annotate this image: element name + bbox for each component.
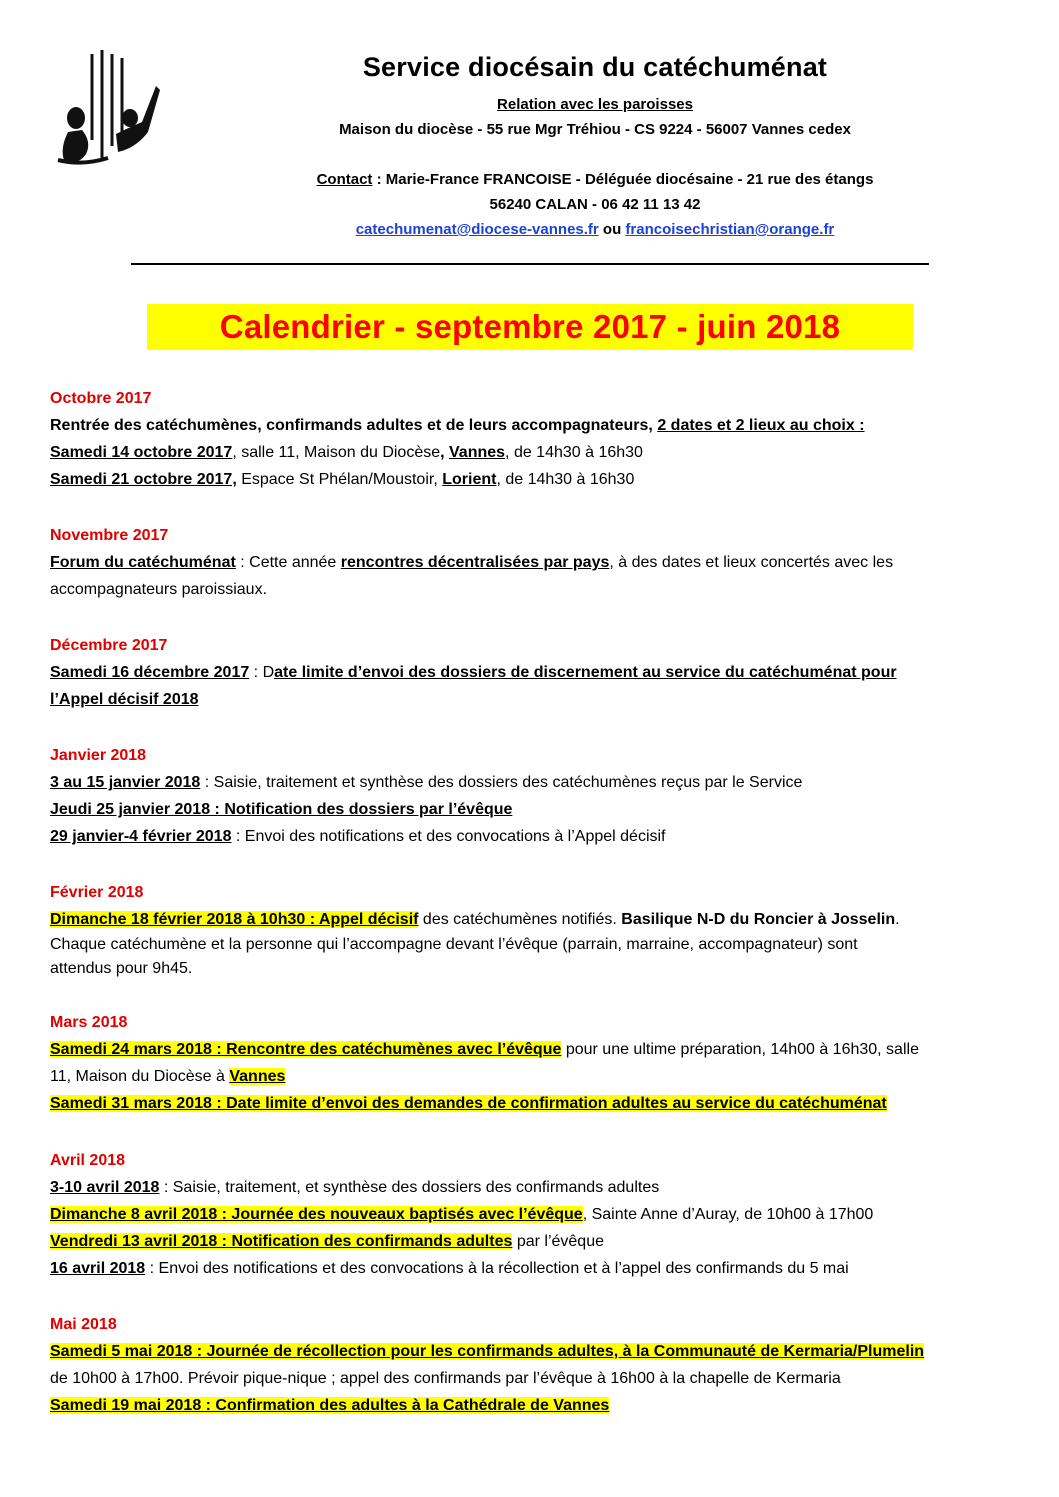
header-divider <box>131 263 929 265</box>
email-line <box>195 221 995 238</box>
oct-intro: Rentrée des catéchumènes, confirmands adultes et de leurs accompagnateurs, <box>50 417 658 434</box>
oct-date-2: Samedi 21 octobre 2017, <box>50 471 237 488</box>
apr-text: , Sainte Anne d’Auray, de 10h00 à 17h00 <box>582 1206 874 1223</box>
feb-line-3: attendus pour 9h45. <box>50 960 193 977</box>
month-heading: Avril 2018 <box>50 1152 126 1169</box>
may-line-2: de 10h00 à 17h00. Prévoir pique-nique ; appel des confirmands par l’évêque à 16h00 à la chapelle de Kermaria <box>50 1370 841 1387</box>
may-line-1 <box>50 1338 1010 1365</box>
dec-line-1 <box>50 659 1010 686</box>
dec-deadline: ate limite d’envoi des dossiers de discernement au service du catéchuménat pour <box>274 664 897 681</box>
section-mai <box>50 1311 1010 1419</box>
contact-line <box>195 171 995 188</box>
address-line: Maison du diocèse - 55 rue Mgr Tréhiou - CS 9224 - 56007 Vannes cedex <box>339 121 851 138</box>
relation-subtitle: Relation avec les paroisses <box>497 96 693 113</box>
jan-text: : Envoi des notifications et des convocations à l’Appel décisif <box>231 828 666 845</box>
jan-notification: Jeudi 25 janvier 2018 : Notification des dossiers par l’évêque <box>50 801 513 818</box>
feb-text: des catéchumènes notifiés. <box>418 911 622 928</box>
dec-text: : D <box>249 664 275 681</box>
email-separator: ou <box>598 221 626 238</box>
oct-date-1: Samedi 14 octobre 2017 <box>50 444 233 461</box>
nov-line-1 <box>50 549 1010 576</box>
oct-place-2: Lorient <box>442 471 497 488</box>
apr-line-2 <box>50 1201 1010 1228</box>
nov-meetings: rencontres décentralisées par pays <box>340 554 610 571</box>
diocese-logo <box>52 48 164 180</box>
mar-deadline: Samedi 31 mars 2018 : Date limite d’envoi des demandes de confirmation adultes au service du catéchuménat <box>50 1095 887 1112</box>
section-novembre <box>50 522 1010 603</box>
nov-line-2: accompagnateurs paroissiaux. <box>50 581 268 598</box>
apr-date: 3-10 avril 2018 <box>50 1179 160 1196</box>
jan-date: 29 janvier-4 février 2018 <box>50 828 232 845</box>
oct-line-3 <box>50 466 1010 493</box>
apr-baptises: Dimanche 8 avril 2018 : Journée des nouveaux baptisés avec l’évêque <box>50 1206 583 1223</box>
month-heading: Février 2018 <box>50 884 144 901</box>
mar-place: Vannes <box>229 1068 286 1085</box>
email-link-1[interactable]: catechumenat@diocese-vannes.fr <box>355 221 599 238</box>
email-link-2[interactable]: francoisechristian@orange.fr <box>625 221 835 238</box>
month-heading: Octobre 2017 <box>50 390 152 407</box>
apr-line-1 <box>50 1174 1010 1201</box>
jan-line-2 <box>50 796 1010 823</box>
section-fevrier <box>50 879 1010 981</box>
mar-text: pour une ultime préparation, 14h00 à 16h30, salle <box>561 1041 919 1058</box>
may-confirmation: Samedi 19 mai 2018 : Confirmation des adultes à la Cathédrale de Vannes <box>50 1397 610 1414</box>
month-heading: Mars 2018 <box>50 1014 128 1031</box>
dec-appel: l’Appel décisif 2018 <box>50 691 199 708</box>
oct-text: Espace St Phélan/Moustoir, <box>236 471 443 488</box>
oct-time: , de 14h30 à 16h30 <box>496 471 635 488</box>
section-decembre <box>50 632 1010 713</box>
feb-place: Basilique N-D du Roncier à Josselin <box>621 911 896 928</box>
jan-line-1 <box>50 769 1010 796</box>
service-title: Service diocésain du catéchuménat <box>362 52 828 82</box>
section-octobre <box>50 385 1010 493</box>
feb-line-1 <box>50 906 1010 933</box>
apr-line-3 <box>50 1228 1010 1255</box>
contact-label: Contact <box>316 171 373 188</box>
apr-line-4 <box>50 1255 1010 1282</box>
apr-notification: Vendredi 13 avril 2018 : Notification des confirmands adultes <box>50 1233 513 1250</box>
oct-choice: 2 dates et 2 lieux au choix : <box>657 417 865 434</box>
jan-text: : Saisie, traitement et synthèse des dossiers des catéchumènes reçus par le Service <box>200 774 803 791</box>
mar-line-2 <box>50 1063 1010 1090</box>
month-heading: Décembre 2017 <box>50 637 168 654</box>
section-janvier <box>50 742 1010 850</box>
oct-text: , salle 11, Maison du Diocèse <box>232 444 441 461</box>
apr-text: par l’évêque <box>512 1233 604 1250</box>
oct-time: , de 14h30 à 16h30 <box>505 444 643 461</box>
month-heading: Novembre 2017 <box>50 527 169 544</box>
mar-text: 11, Maison du Diocèse à <box>50 1068 230 1085</box>
may-line-3 <box>50 1392 1010 1419</box>
feb-line-2: Chaque catéchumène et la personne qui l’accompagne devant l’évêque (parrain, marraine, accompagnateur) sont <box>50 936 858 953</box>
nov-forum: Forum du catéchuménat <box>50 554 236 571</box>
oct-sep: , <box>440 444 450 461</box>
apr-text: : Saisie, traitement, et synthèse des dossiers des confirmands adultes <box>159 1179 660 1196</box>
mar-line-3 <box>50 1090 1010 1117</box>
may-recollection: Samedi 5 mai 2018 : Journée de récollection pour les confirmands adultes, à la Communauté de Kermaria/Plumelin <box>50 1343 925 1360</box>
oct-place-1: Vannes <box>449 444 506 461</box>
nov-text: : Cette année <box>235 554 341 571</box>
month-heading: Mai 2018 <box>50 1316 117 1333</box>
nov-text: , à des dates et lieux concertés avec les <box>609 554 894 571</box>
month-heading: Janvier 2018 <box>50 747 147 764</box>
dec-date: Samedi 16 décembre 2017 <box>50 664 250 681</box>
apr-date: 16 avril 2018 <box>50 1260 146 1277</box>
apr-text: : Envoi des notifications et des convocations à la récollection et à l’appel des confirmands du 5 mai <box>145 1260 849 1277</box>
jan-line-3 <box>50 823 1010 850</box>
mar-rencontre: Samedi 24 mars 2018 : Rencontre des catéchumènes avec l’évêque <box>50 1041 562 1058</box>
contact-city: 56240 CALAN - 06 42 11 13 42 <box>489 196 701 213</box>
contact-text: : Marie-France FRANCOISE - Déléguée diocésaine - 21 rue des étangs <box>372 171 874 188</box>
section-avril <box>50 1147 1010 1282</box>
oct-line-1 <box>50 412 1010 439</box>
feb-appel: Dimanche 18 février 2018 à 10h30 : Appel décisif <box>50 911 419 928</box>
feb-text: . <box>895 911 900 928</box>
section-mars <box>50 1009 1010 1117</box>
jan-date: 3 au 15 janvier 2018 <box>50 774 201 791</box>
mar-line-1 <box>50 1036 1010 1063</box>
dec-line-2 <box>50 686 1010 713</box>
calendar-title: Calendrier - septembre 2017 - juin 2018 <box>147 304 913 350</box>
oct-line-2 <box>50 439 1010 466</box>
